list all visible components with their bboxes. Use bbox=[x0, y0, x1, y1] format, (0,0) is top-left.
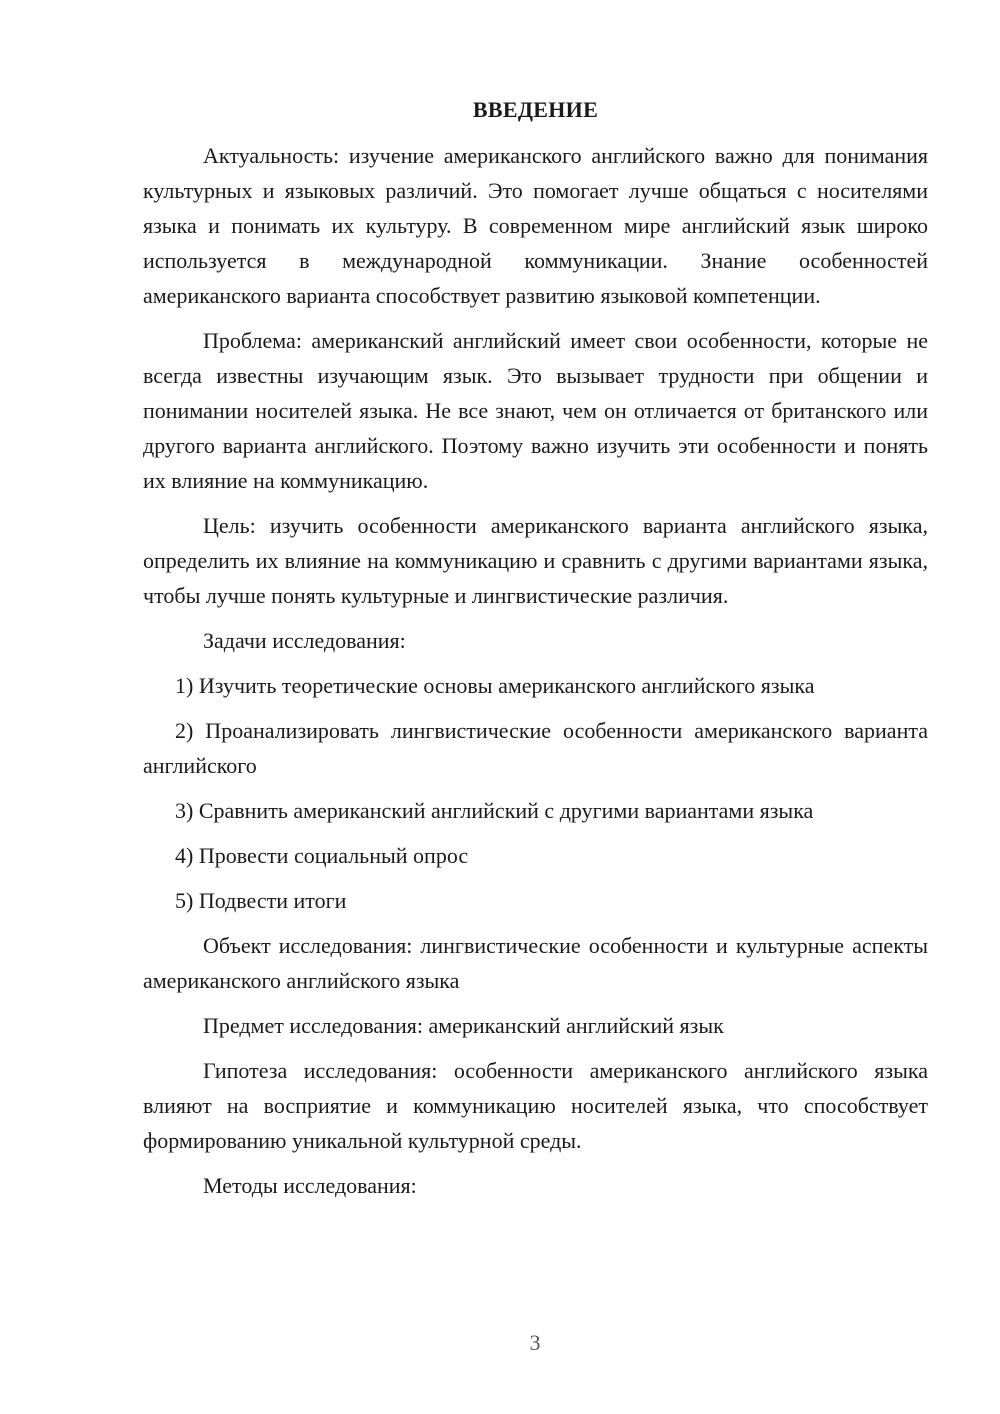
list-item: 5) Подвести итоги bbox=[175, 888, 347, 913]
page-number: 3 bbox=[529, 1330, 541, 1355]
problem-paragraph: Проблема: американский английский имеет свои особенности, которые не всегда известны изучающим язык. Это вызывает трудности при общении и понимании носителей языка. Не все знают, чем он отличается от британского или другого варианта английского. Поэтому важно изучить эти особенности и понять их влияние на коммуникацию. bbox=[143, 328, 928, 493]
tasks-list bbox=[143, 668, 928, 918]
hypothesis-paragraph: Гипотеза исследования: особенности американского английского языка влияют на восприятие и коммуникацию носителей языка, что способствует формированию уникальной культурной среды. bbox=[143, 1058, 928, 1153]
document-page bbox=[143, 94, 928, 1213]
tasks-heading: Задачи исследования: bbox=[203, 628, 406, 653]
list-item: 3) Сравнить американский английский с другими вариантами языка bbox=[175, 798, 814, 823]
object-paragraph: Объект исследования: лингвистические особенности и культурные аспекты американского английского языка bbox=[143, 933, 928, 993]
relevance-paragraph: Актуальность: изучение американского английского важно для понимания культурных и языковых различий. Это помогает лучше общаться с носителями языка и понимать их культуру. В современном мире английский язык широко используется в международной коммуникации. Знание особенностей американского варианта способствует развитию языковой компетенции. bbox=[143, 143, 928, 308]
page-title: ВВЕДЕНИЕ bbox=[472, 97, 599, 122]
goal-paragraph: Цель: изучить особенности американского варианта английского языка, определить их влияние на коммуникацию и сравнить с другими вариантами языка, чтобы лучше понять культурные и лингвистические различия. bbox=[143, 513, 928, 608]
list-item: 4) Провести социальный опрос bbox=[175, 843, 469, 868]
subject-paragraph: Предмет исследования: американский английский язык bbox=[203, 1013, 724, 1038]
list-item: 1) Изучить теоретические основы американского английского языка bbox=[175, 673, 815, 698]
list-item: 2) Проанализировать лингвистические особенности американского варианта английского bbox=[143, 718, 928, 778]
methods-heading: Методы исследования: bbox=[203, 1173, 417, 1198]
